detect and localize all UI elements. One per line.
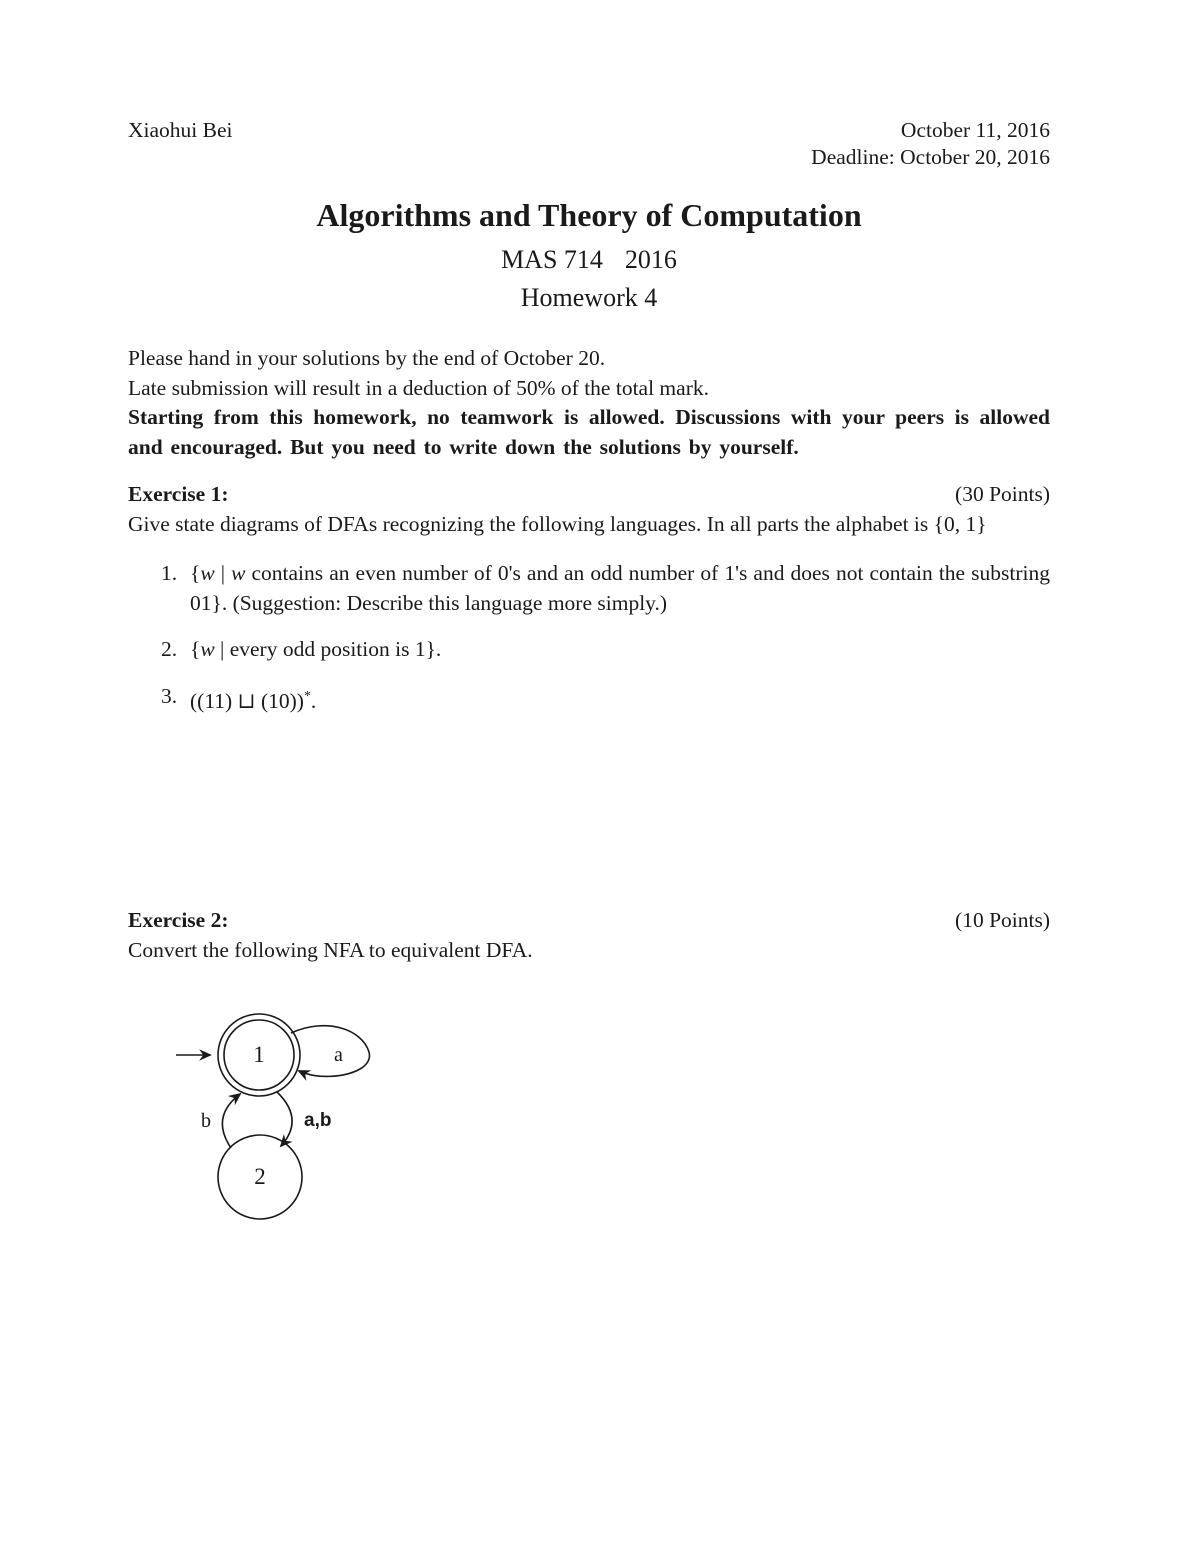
state-1-self-loop <box>291 1026 370 1077</box>
item-1-text: {w | w contains an even number of 0's and an odd number of 1's and does not contain the substring 01}. (Suggestion: Describe this language more simply.) <box>190 561 1050 615</box>
state-1-label: 1 <box>253 1042 265 1068</box>
date-block <box>811 117 1050 171</box>
exercise-1-item-list <box>128 559 1050 716</box>
exercise-2-points: (10 Points) <box>955 908 1050 933</box>
intro-paragraph <box>128 344 1050 462</box>
title-block <box>128 195 1050 314</box>
list-item <box>128 559 1050 618</box>
edge-1-to-2 <box>277 1092 292 1146</box>
state-2-label: 2 <box>254 1164 266 1190</box>
exercise-1-section <box>128 480 1050 716</box>
exercise-1-description: Give state diagrams of DFAs recognizing the following languages. In all parts the alphabet is {0, 1} <box>128 511 987 536</box>
edge-1-to-2-label: a,b <box>304 1110 332 1132</box>
edge-2-to-1 <box>222 1094 240 1148</box>
course-code: MAS 714 <box>501 245 603 274</box>
exercise-2-label: Exercise 2: <box>128 908 229 933</box>
exercise-1-points: (30 Points) <box>955 482 1050 506</box>
item-2-number: 2. <box>161 637 178 661</box>
author-name: Xiaohui Bei <box>128 118 233 142</box>
list-item <box>128 682 1050 717</box>
homework-number: Homework 4 <box>520 283 658 312</box>
exercise-2-heading <box>128 906 1050 936</box>
item-1-number: 1. <box>161 561 178 585</box>
document-header <box>128 0 1050 171</box>
document-content <box>128 0 1050 1240</box>
item-2-text: {w | every odd position is 1}. <box>190 637 442 661</box>
course-year: 2016 <box>624 245 677 274</box>
exercise-1-heading <box>128 480 1050 510</box>
intro-line-1: Please hand in your solutions by the end of October 20. <box>128 346 606 370</box>
deadline-date: Deadline: October 20, 2016 <box>811 145 1050 169</box>
exercise-2-description: Convert the following NFA to equivalent DFA. <box>128 937 533 962</box>
nfa-diagram <box>168 1005 468 1240</box>
exercise-1-label: Exercise 1: <box>128 482 229 506</box>
course-line <box>128 243 1050 276</box>
intro-bold-note: Starting from this homework, no teamwork is allowed. Discussions with your peers is allowed and encouraged. But you need to write down the solutions by yourself. <box>128 405 1050 459</box>
exercise-2-section <box>128 906 1050 965</box>
list-item <box>128 635 1050 665</box>
self-loop-label: a <box>334 1044 343 1067</box>
intro-line-2: Late submission will result in a deduction of 50% of the total mark. <box>128 375 709 400</box>
item-3-text: ((11) ⊔ (10))*. <box>190 688 317 713</box>
issue-date: October 11, 2016 <box>900 118 1050 142</box>
item-3-number: 3. <box>161 683 178 708</box>
edge-2-to-1-label: b <box>201 1110 211 1133</box>
page-title: Algorithms and Theory of Computation <box>316 197 862 233</box>
